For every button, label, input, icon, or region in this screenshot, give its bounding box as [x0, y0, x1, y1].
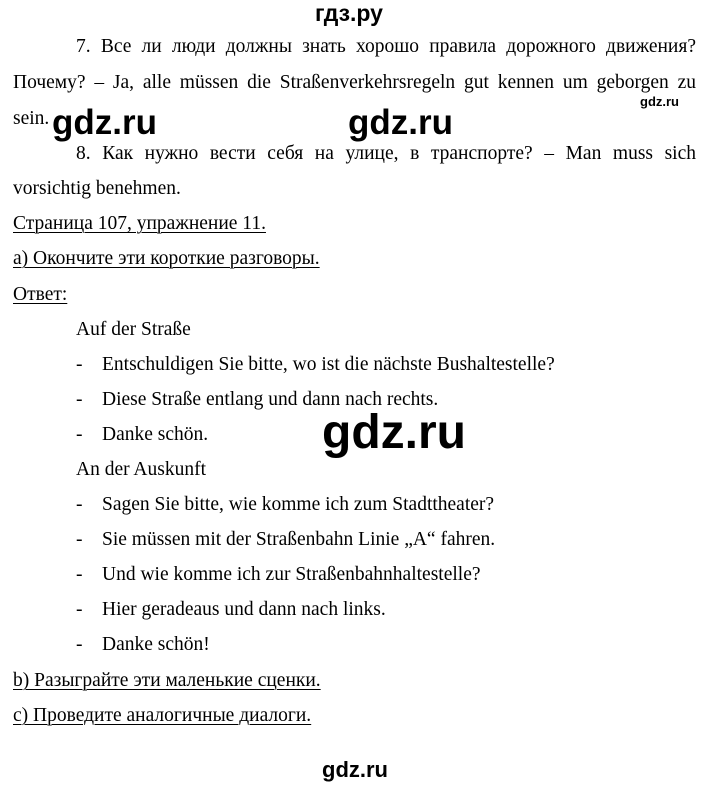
dialog-line-text: Und wie komme ich zur Straßenbahnhaltestelle? [102, 564, 481, 585]
dash: - [76, 529, 83, 550]
dialog-line-text: Danke schön! [102, 634, 210, 655]
dialog-1-title: Auf der Straße [76, 319, 191, 340]
dialog-line-text: Hier geradeaus und dann nach links. [102, 599, 386, 620]
dash: - [76, 389, 83, 410]
dialog-line-text: Danke schön. [102, 424, 209, 445]
dash: - [76, 599, 83, 620]
dash: - [76, 354, 83, 375]
watermark-large-mid: gdz.ru [322, 406, 466, 459]
watermark-large-center: gdz.ru [348, 103, 453, 142]
exercise-heading: Страница 107, упражнение 11. [13, 213, 266, 234]
question-8-line-1: 8. Как нужно вести себя на улице, в транспорте? – Man muss sich [76, 143, 696, 164]
task-c: c) Проведите аналогичные диалоги. [13, 705, 312, 726]
question-7-line-3: sein. [13, 108, 50, 129]
dash: - [76, 424, 83, 445]
watermark-small-right: gdz.ru [640, 94, 679, 109]
question-7-line-2: Почему? – Ja, alle müssen die Straßenverkehrsregeln gut kennen um geborgen zu [13, 72, 696, 93]
task-b: b) Разыграйте эти маленькие сценки. [13, 670, 321, 691]
answer-label: Ответ: [13, 284, 68, 305]
dialog-2-title: An der Auskunft [76, 459, 206, 480]
dash: - [76, 564, 83, 585]
watermark-top: гдз.ру [315, 0, 383, 26]
dash: - [76, 494, 83, 515]
task-a: a) Окончите эти короткие разговоры. [13, 248, 320, 269]
watermark-bottom: gdz.ru [322, 757, 388, 782]
question-7-line-1: 7. Все ли люди должны знать хорошо правила дорожного движения? [76, 36, 696, 57]
dialog-line-text: Diese Straße entlang und dann nach rechts. [102, 389, 439, 410]
dialog-line-text: Sagen Sie bitte, wie komme ich zum Stadttheater? [102, 494, 495, 515]
dash: - [76, 634, 83, 655]
dialog-line-text: Entschuldigen Sie bitte, wo ist die nächste Bushaltestelle? [102, 354, 555, 375]
watermark-large-left: gdz.ru [52, 103, 157, 142]
dialog-line-text: Sie müssen mit der Straßenbahn Linie „A“ fahren. [102, 529, 496, 550]
question-8-line-2: vorsichtig benehmen. [13, 178, 181, 199]
